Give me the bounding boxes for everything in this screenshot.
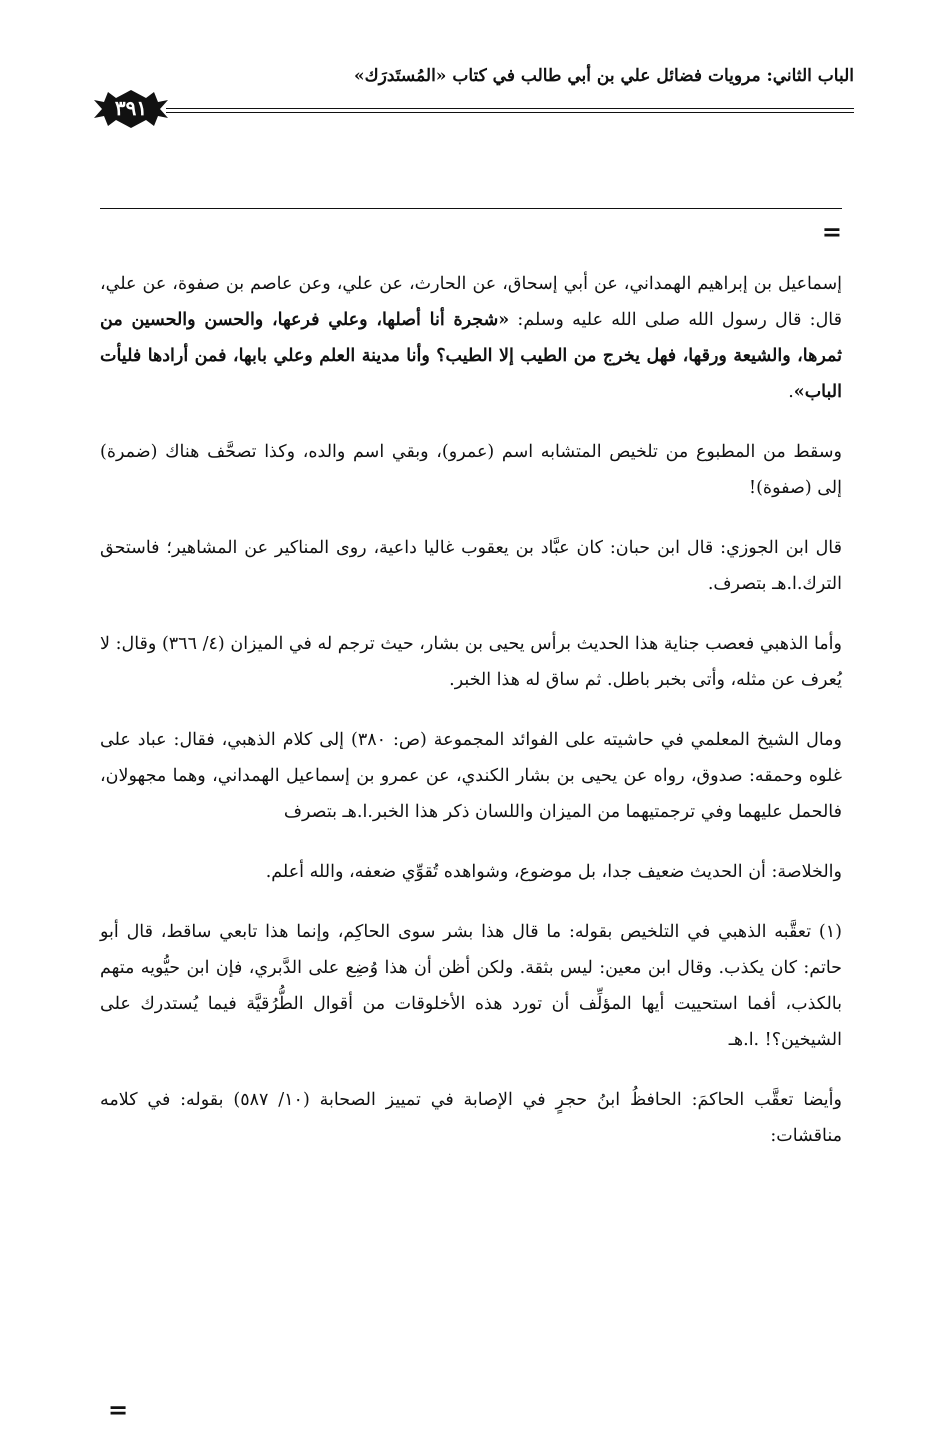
footnote-1: (١) تعقَّبه الذهبي في التلخيص بقوله: ما قال هذا بشر سوى الحاكِم، وإنما هذا تابعي ساقط، قال أبو حاتم: كان يكذب. وقال ابن معين: ليس بثقة. ولكن أظن أن هذا وُضِع على الدَّبري، فإن ابن حيُّويه متهم بالكذب، أفما استحييت أيها المؤلِّف أن تورد هذه الأخلوقات من أقوال الطُّرُقيَّة فيما يُستدرك على الشيخين؟! .ا.هـ xyxy=(100,922,842,1050)
continuation-mark-top: = xyxy=(821,217,842,246)
hadith-text: «شجرة أنا أصلها، وعلي فرعها، والحسن والحسين من ثمرها، والشيعة ورقها، فهل يخرج من الطيب إلا الطيب؟ وأنا مدينة العلم وعلي بابها، فمن أرادها فليأت الباب» xyxy=(100,310,842,402)
paragraph-6: والخلاصة: أن الحديث ضعيف جدا، بل موضوع، وشواهده تُقوِّي ضعفه، والله أعلم. xyxy=(265,862,842,882)
continuation-mark-bottom: = xyxy=(108,1395,129,1424)
header-rule xyxy=(166,108,854,109)
page-number: ٣٩١ xyxy=(114,96,148,120)
page-number-badge xyxy=(92,86,170,132)
paragraph-1-start: إسماعيل بن إبراهيم الهمداني، عن أبي إسحاق، عن الحارث، عن علي، وعن عاصم بن صفوة، عن علي، قال: قال رسول الله صلى الله عليه وسلم: xyxy=(100,274,842,330)
footnote-2: وأيضا تعقَّب الحاكمَ: الحافظُ ابنُ حجرٍ في الإصابة في تمييز الصحابة (١٠/ ٥٨٧) بقوله: في كلامه مناقشات: xyxy=(100,1090,842,1146)
footnotes xyxy=(100,914,842,1154)
paragraph-5: ومال الشيخ المعلمي في حاشيته على الفوائد المجموعة (ص: ٣٨٠) إلى كلام الذهبي، فقال: عباد على غلوه وحمقه: صدوق، رواه عن يحيى بن بشار الكندي، عن عمرو بن إسماعيل الهمداني، وهما مجهولان، فالحمل عليهما وفي ترجمتيهما من الميزان واللسان ذكر هذا الخبر.ا.هـ بتصرف xyxy=(100,730,843,822)
page-content xyxy=(100,266,842,1178)
paragraph-4: وأما الذهبي فعصب جناية هذا الحديث برأس يحيى بن بشار، حيث ترجم له في الميزان (٤/ ٣٦٦) وقال: لا يُعرف عن مثله، وأتى بخبر باطل. ثم ساق له هذا الخبر. xyxy=(100,634,842,690)
header-rule-thin xyxy=(166,112,854,113)
running-title: الباب الثاني: مرويات فضائل علي بن أبي طالب في كتاب «المُستَدرَك» xyxy=(354,66,854,86)
paragraph-2: وسقط من المطبوع من تلخيص المتشابه اسم (عمرو)، وبقي اسم والده، وكذا تصحَّف هناك (ضمرة) إلى (صفوة)! xyxy=(100,442,842,498)
paragraph-1-end: . xyxy=(788,382,794,402)
continuation-rule xyxy=(100,208,842,209)
paragraph-1 xyxy=(100,266,842,410)
page-header xyxy=(92,58,854,128)
paragraph-3: قال ابن الجوزي: قال ابن حبان: كان عبَّاد بن يعقوب غاليا داعية، روى المناكير عن المشاهير؛ فاستحق الترك.ا.هـ بتصرف. xyxy=(100,538,842,594)
